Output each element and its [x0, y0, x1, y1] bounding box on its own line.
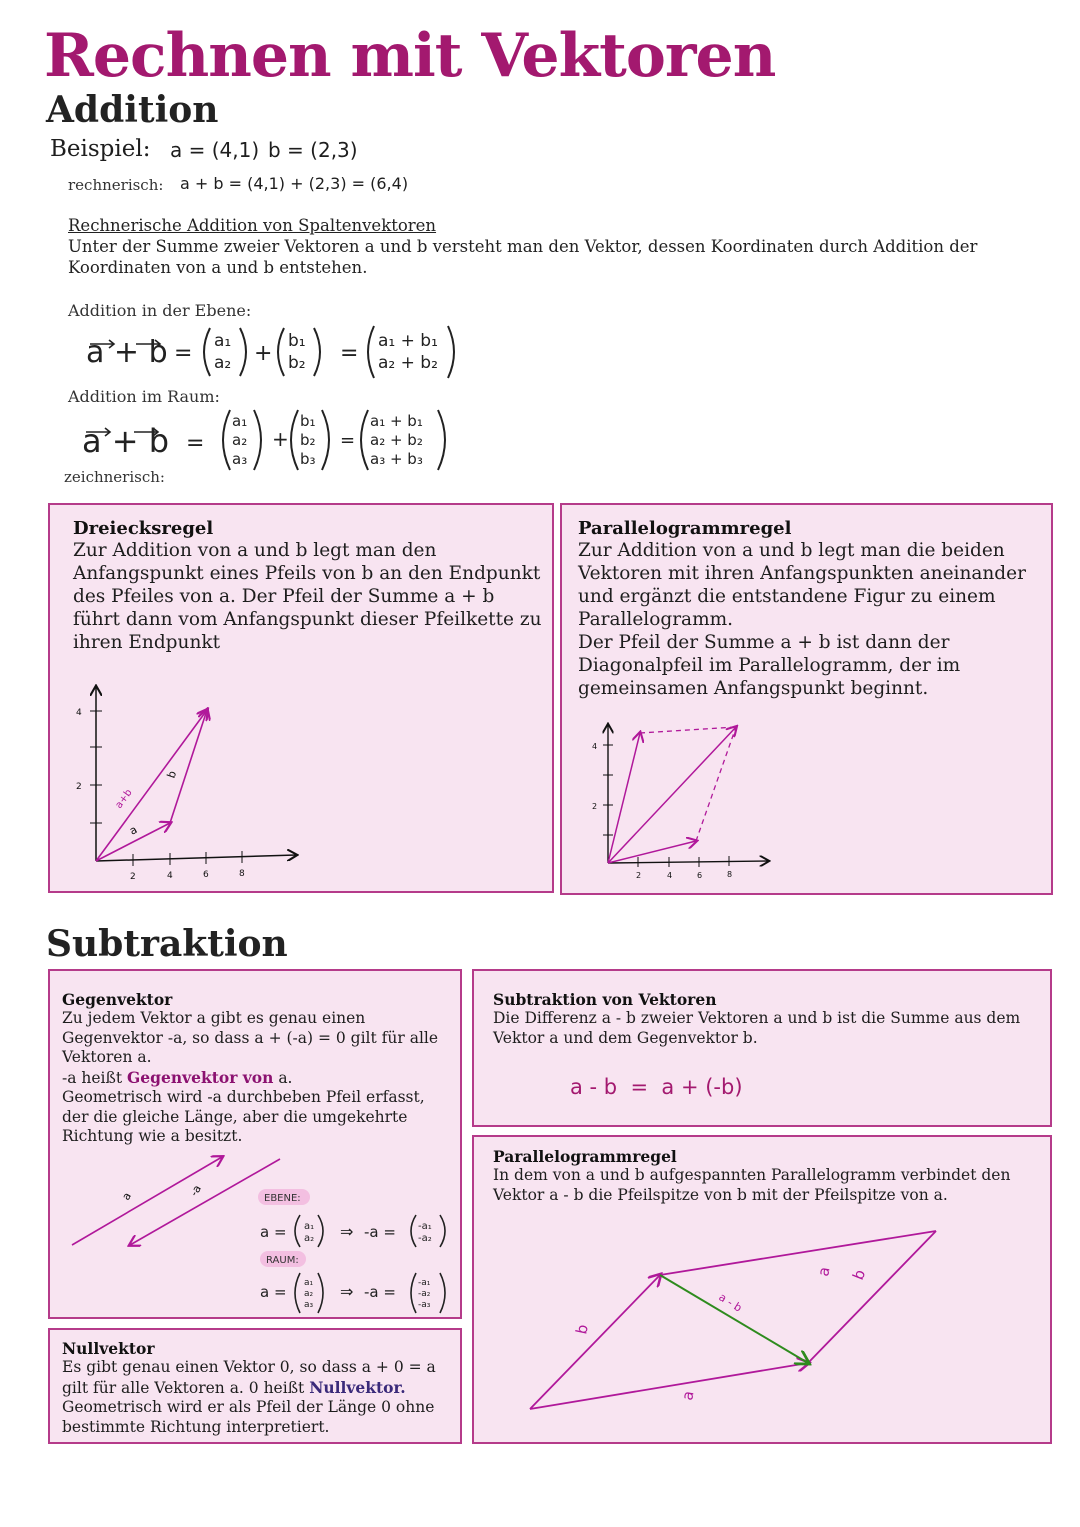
x-tick-8: 8 — [727, 870, 733, 879]
parallelogram-subtraction-figure — [522, 1223, 952, 1423]
vector-b-arrow — [170, 710, 207, 823]
example-vector-b: b = (2,3) — [268, 138, 358, 162]
formula-plane-eq: = — [174, 341, 193, 366]
y-tick-2: 2 — [592, 802, 598, 811]
definition-title: Rechnerische Addition von Spaltenvektoren — [68, 216, 437, 235]
parallelogram-subtraction-box — [472, 1135, 1052, 1444]
x-tick-2: 2 — [636, 871, 642, 880]
y-tick-4: 4 — [592, 742, 598, 751]
svg-text:a₂: a₂ — [232, 431, 248, 449]
dreiecksregel-title: Dreiecksregel — [73, 518, 214, 539]
svg-text:=: = — [340, 430, 356, 451]
gegenvektor-text-2 — [62, 1068, 454, 1089]
label-sum: a+b — [113, 787, 135, 811]
nullvektor-title: Nullvektor — [62, 1339, 155, 1358]
vector-b-arrow — [530, 1275, 660, 1409]
vector-a-arrow — [608, 841, 696, 863]
gegenvektor-text-3: Geometrisch wird -a durchbeben Pfeil erfasst, der die gleiche Länge, aber die umgekehrte Richtung wie a besitzt. — [62, 1088, 425, 1145]
subtraktion-text: Die Differenz a - b zweier Vektoren a und b ist die Summe aus dem Vektor a und dem Gegenvektor b. — [493, 1009, 1021, 1047]
triangle-rule-graph — [70, 675, 370, 885]
gegenvektor-text-1: Zu jedem Vektor a gibt es genau einen Gegenvektor -a, so dass a + (-a) = 0 gilt für alle Vektoren a. — [62, 1009, 439, 1066]
svg-text:b₁: b₁ — [300, 412, 316, 430]
vector-a-arrow — [72, 1157, 222, 1245]
label-a-top: a — [814, 1265, 834, 1278]
parallelogrammregel-text-1: Zur Addition von a und b legt man die beiden Vektoren mit ihren Anfangspunkten aneinander und ergänzt die entstandene Figur zu einem Parallelogramm. — [578, 540, 1026, 630]
addition-heading: Addition — [46, 89, 219, 131]
svg-text:a₁: a₁ — [232, 412, 248, 430]
formula-plane — [80, 320, 480, 384]
svg-text:b₂: b₂ — [288, 353, 306, 373]
svg-text:a₂ + b₂: a₂ + b₂ — [370, 431, 423, 449]
vector-diff-arrow — [660, 1275, 808, 1363]
svg-text:a₁ + b₁: a₁ + b₁ — [378, 331, 438, 351]
zeichnerisch-label: zeichnerisch: — [64, 468, 165, 486]
parallelogrammregel-box — [560, 503, 1053, 895]
top-side — [660, 1231, 936, 1275]
svg-text:a₃: a₃ — [304, 1300, 314, 1310]
y-tick-2: 2 — [76, 782, 82, 792]
label-diff: a - b — [716, 1290, 745, 1315]
parallelogrammregel-text-2: Der Pfeil der Summe a + b ist dann der Diagonalpfeil im Parallelogramm, der im gemeinsamen Anfangspunkt beginnt. — [578, 632, 961, 699]
right-side — [808, 1231, 936, 1363]
svg-text:a₁: a₁ — [304, 1278, 314, 1288]
nullvektor-term: Nullvektor. — [309, 1377, 406, 1397]
gegenvektor-text-2c: a. — [273, 1068, 293, 1087]
vector-sum-arrow — [96, 710, 207, 861]
nullvektor-text-1a: Es gibt genau einen Vektor 0, so dass a + 0 = a gilt für alle Vektoren a. 0 heißt — [62, 1358, 436, 1397]
page-title: Rechnen mit Vektoren — [44, 21, 776, 91]
gegenvektor-term: Gegenvektor von — [127, 1067, 274, 1087]
svg-text:a₂: a₂ — [304, 1289, 314, 1299]
parallelogram-subtraction-text: In dem von a und b aufgespannten Parallelogramm verbindet den Vektor a - b die Pfeilspitze von b mit der Pfeilspitze von a. — [493, 1166, 1011, 1204]
svg-text:+: + — [272, 427, 289, 451]
gegenvektor-title: Gegenvektor — [62, 990, 173, 1009]
gegenvektor-box — [48, 969, 462, 1319]
vector-b-arrow — [608, 733, 640, 863]
svg-text:⇒: ⇒ — [340, 1282, 354, 1301]
svg-text:a₂: a₂ — [214, 353, 232, 373]
parallelogram-rule-graph — [588, 715, 818, 885]
example-label: Beispiel: — [50, 136, 151, 162]
nullvektor-text-1 — [62, 1358, 456, 1398]
svg-text:=: = — [186, 431, 205, 456]
dreiecksregel-box — [48, 503, 554, 893]
subtraktion-heading: Subtraktion — [46, 923, 288, 965]
svg-text:-a₁: -a₁ — [418, 1278, 431, 1288]
ebene-tag: EBENE: — [264, 1193, 301, 1204]
x-axis — [608, 861, 768, 863]
label-b: b — [164, 769, 180, 781]
x-tick-4: 4 — [667, 871, 673, 880]
svg-text:a =: a = — [260, 1223, 287, 1241]
nullvektor-box — [48, 1328, 462, 1444]
x-tick-4: 4 — [167, 871, 173, 881]
parallelogrammregel-title: Parallelogrammregel — [578, 518, 792, 539]
svg-text:b₁: b₁ — [288, 331, 306, 351]
svg-text:a₁: a₁ — [304, 1221, 315, 1232]
svg-text:a₁ + b₁: a₁ + b₁ — [370, 412, 423, 430]
svg-text:a₁: a₁ — [214, 331, 232, 351]
subtraktion-title: Subtraktion von Vektoren — [493, 990, 717, 1009]
label-b-right: b — [849, 1266, 870, 1283]
x-tick-6: 6 — [697, 871, 703, 880]
gegenvektor-formulas — [254, 1185, 460, 1319]
formula-plane-plus: + — [254, 341, 273, 366]
svg-text:-a₂: -a₂ — [418, 1289, 431, 1299]
dashed-right-side — [696, 727, 736, 841]
svg-text:-a₁: -a₁ — [418, 1221, 432, 1232]
parallelogram-subtraction-title: Parallelogrammregel — [493, 1147, 677, 1166]
svg-text:-a =: -a = — [364, 1283, 396, 1301]
subtraktion-box — [472, 969, 1052, 1127]
dreiecksregel-text: Zur Addition von a und b legt man den Anfangspunkt eines Pfeils von b an den Endpunkt des Pfeiles von a. Der Pfeil der Summe a + b führt dann vom Anfangspunkt dieser Pfeilkette zu ihren Endpunkt — [73, 540, 542, 653]
svg-text:a + b: a + b — [82, 422, 170, 460]
nullvektor-text-2: Geometrisch wird er als Pfeil der Länge 0 ohne bestimmte Richtung interpretiert. — [62, 1398, 435, 1436]
y-tick-4: 4 — [76, 708, 82, 718]
rechnerisch-expression: a + b = (4,1) + (2,3) = (6,4) — [180, 174, 409, 193]
svg-text:-a₂: -a₂ — [418, 1233, 432, 1244]
svg-text:-a =: -a = — [364, 1223, 396, 1241]
label-neg-a: -a — [187, 1182, 204, 1199]
x-tick-6: 6 — [203, 870, 209, 880]
raum-tag: RAUM: — [266, 1255, 299, 1266]
svg-text:a₂: a₂ — [304, 1233, 315, 1244]
x-axis — [96, 855, 296, 861]
definition-text: Unter der Summe zweier Vektoren a und b versteht man den Vektor, dessen Koordinaten durch Addition der Koordinaten von a und b entstehen. — [68, 237, 978, 277]
x-tick-8: 8 — [239, 869, 245, 879]
x-tick-2: 2 — [130, 872, 136, 882]
vector-a-arrow — [530, 1363, 808, 1409]
svg-text:a₃: a₃ — [232, 450, 248, 468]
label-a-bottom: a — [678, 1389, 698, 1402]
ebene-label: Addition in der Ebene: — [68, 301, 252, 320]
svg-text:b₃: b₃ — [300, 450, 316, 468]
label-a: a — [119, 1190, 134, 1203]
svg-text:a =: a = — [260, 1283, 287, 1301]
label-b-left: b — [572, 1322, 592, 1336]
raum-label: Addition im Raum: — [68, 387, 220, 406]
formula-plane-lhs: a + b — [86, 335, 168, 370]
dashed-top-side — [640, 727, 736, 733]
svg-text:-a₃: -a₃ — [418, 1300, 431, 1310]
formula-space — [76, 404, 476, 476]
subtraktion-formula: a - b = a + (-b) — [570, 1075, 743, 1099]
label-a: a — [127, 823, 140, 838]
gegenvektor-text-2a: -a heißt — [62, 1068, 128, 1087]
svg-text:b₂: b₂ — [300, 431, 316, 449]
vector-sum-arrow — [608, 727, 736, 863]
svg-text:a₂ + b₂: a₂ + b₂ — [378, 353, 438, 373]
svg-text:=: = — [340, 341, 359, 366]
rechnerisch-label: rechnerisch: — [68, 176, 164, 194]
svg-text:a₃ + b₃: a₃ + b₃ — [370, 450, 423, 468]
svg-text:⇒: ⇒ — [340, 1222, 354, 1241]
example-vector-a: a = (4,1) — [170, 138, 260, 162]
